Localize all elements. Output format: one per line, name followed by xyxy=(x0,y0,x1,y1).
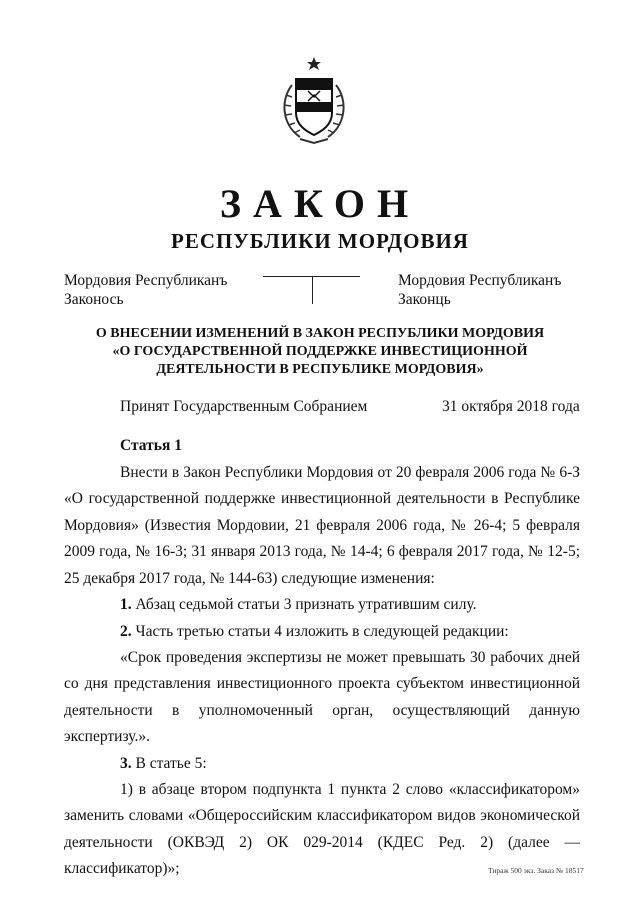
law-heading xyxy=(0,325,640,379)
article-intro-paragraph: Внести в Закон Республики Мордовия от 20 февраля 2006 года № 6-З «О государственной поддержке инвестиционной деятельности в Республике Мордовия» (Известия Мордовии, 21 февраля 2006 года, № 26-4; 5 февраля 2009 года, № 16-3; 31 января 2013 года, № 14-4; 6 февраля 2017 года, № 12-5; 25 декабря 2017 года, № 144-63) следующие изменения: xyxy=(64,464,580,587)
law-heading-line2: «О ГОСУДАРСТВЕННОЙ ПОДДЕРЖКЕ ИНВЕСТИЦИОННОЙ xyxy=(112,344,528,359)
law-heading-line1: О ВНЕСЕНИИ ИЗМЕНЕНИЙ В ЗАКОН РЕСПУБЛИКИ МОРДОВИЯ xyxy=(95,326,545,341)
item-3-paragraph xyxy=(64,751,580,777)
article-title: Статья 1 xyxy=(120,437,182,454)
erzya-title-line1: Мордовия Республиканъ xyxy=(398,272,562,289)
coat-of-arms-emblem xyxy=(270,55,358,147)
adopted-label: Принят Государственным Собранием xyxy=(120,398,368,415)
item-3-text: В статье 5: xyxy=(131,755,207,772)
item-2-text: Часть третью статьи 4 изложить в следующей редакции: xyxy=(131,623,509,640)
moksha-title-line1: Мордовия Республиканъ xyxy=(64,272,228,289)
item-1-number: 1. xyxy=(120,596,132,613)
quoted-amendment-paragraph: «Срок проведения экспертизы не может превышать 30 рабочих дней со дня представления инвестиционного проекта субъектом инвестиционной деятельности в уполномоченный орган, осуществляющий данную экспертизу.». xyxy=(64,649,580,746)
item-2-paragraph xyxy=(64,619,580,645)
moksha-title-line2: Законось xyxy=(64,291,124,308)
title-divider-vertical xyxy=(312,276,313,304)
law-heading-line3: ДЕЯТЕЛЬНОСТИ В РЕСПУБЛИКЕ МОРДОВИЯ» xyxy=(156,362,484,377)
adopted-date: 31 октября 2018 года xyxy=(442,398,580,415)
item-3-number: 3. xyxy=(120,755,132,772)
item-2-number: 2. xyxy=(120,623,132,640)
item-1-paragraph xyxy=(64,592,580,618)
erzya-title-line2: Законць xyxy=(398,291,451,308)
erzya-title-block xyxy=(398,271,561,309)
moksha-title-block xyxy=(64,271,227,309)
subitem-1-paragraph: 1) в абзаце втором подпункта 1 пункта 2 слово «классификатором» заменить словами «Общероссийским классификатором видов экономической деятельности (ОКВЭД 2) ОК 029-2014 (КДЕС Ред. 2) (далее — классификатор)»; xyxy=(64,781,580,878)
document-subtitle: РЕСПУБЛИКИ МОРДОВИЯ xyxy=(171,229,469,253)
item-1-text: Абзац седьмой статьи 3 признать утратившим силу. xyxy=(131,596,477,613)
document-title: ЗАКОН xyxy=(219,181,421,226)
print-info-footer: Тираж 500 экз. Заказ № 18517 xyxy=(488,866,584,875)
